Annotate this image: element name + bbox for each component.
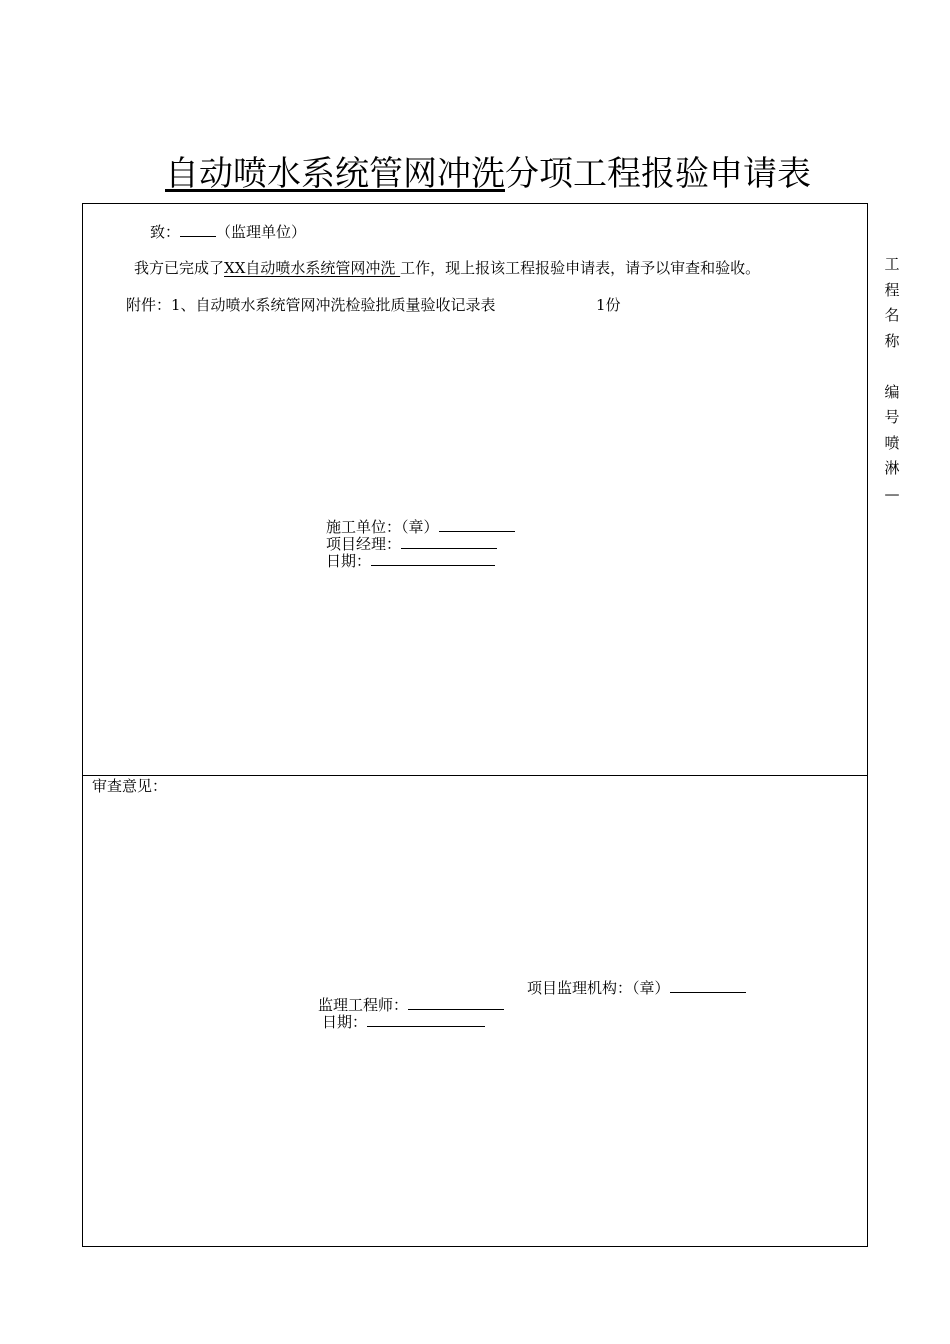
to-label: 致： [150, 223, 181, 241]
side-char: 称 [884, 331, 900, 350]
title-underlined-part: 自动喷水系统管网冲洗 [165, 154, 505, 194]
manager-blank[interactable] [401, 533, 497, 549]
title-rest: 分项工程报验申请表 [505, 154, 811, 194]
statement-suffix: 工作，现上报该工程报验申请表，请予以审查和验收。 [400, 259, 761, 277]
side-char: — [884, 484, 900, 503]
side-char: 名 [884, 306, 900, 324]
application-date-label: 日期： [326, 552, 372, 570]
side-vertical-label [882, 252, 902, 507]
attachment-line [126, 295, 496, 315]
side-char: 程 [884, 280, 900, 299]
review-date-blank[interactable] [367, 1011, 485, 1027]
contractor-label: 施工单位：（章） [326, 518, 439, 536]
page-title [165, 150, 811, 198]
engineer-blank[interactable] [408, 994, 504, 1010]
review-opinion-label: 审查意见： [92, 777, 168, 795]
manager-label: 项目经理： [326, 535, 402, 553]
application-date-line [326, 550, 495, 571]
attachment-text: 附件：1、自动喷水系统管网冲洗检验批质量验收记录表 [126, 296, 496, 314]
statement-line [134, 258, 760, 278]
supervision-org-blank[interactable] [670, 977, 746, 993]
side-char: 编 [884, 382, 900, 401]
application-section [82, 203, 868, 776]
contractor-blank[interactable] [439, 516, 515, 532]
engineer-label: 监理工程师： [318, 996, 409, 1014]
to-line [150, 221, 306, 242]
review-date-label: 日期： [322, 1013, 368, 1031]
side-char: 号 [884, 408, 900, 426]
side-char: 工 [884, 255, 900, 273]
statement-work: XX自动喷水系统管网冲洗 [224, 259, 401, 277]
side-char: 淋 [884, 459, 900, 477]
supervisor-unit-blank[interactable] [180, 221, 216, 237]
side-char: 喷 [884, 433, 900, 452]
side-gap [882, 354, 902, 380]
to-suffix: （监理单位） [216, 223, 307, 241]
statement-prefix: 我方已完成了 [134, 259, 225, 277]
review-date-line [322, 1011, 485, 1032]
supervision-org-line [527, 977, 746, 998]
supervision-org-label: 项目监理机构：（章） [527, 979, 670, 997]
application-date-blank[interactable] [371, 550, 495, 566]
attachment-count: 1份 [596, 296, 621, 314]
